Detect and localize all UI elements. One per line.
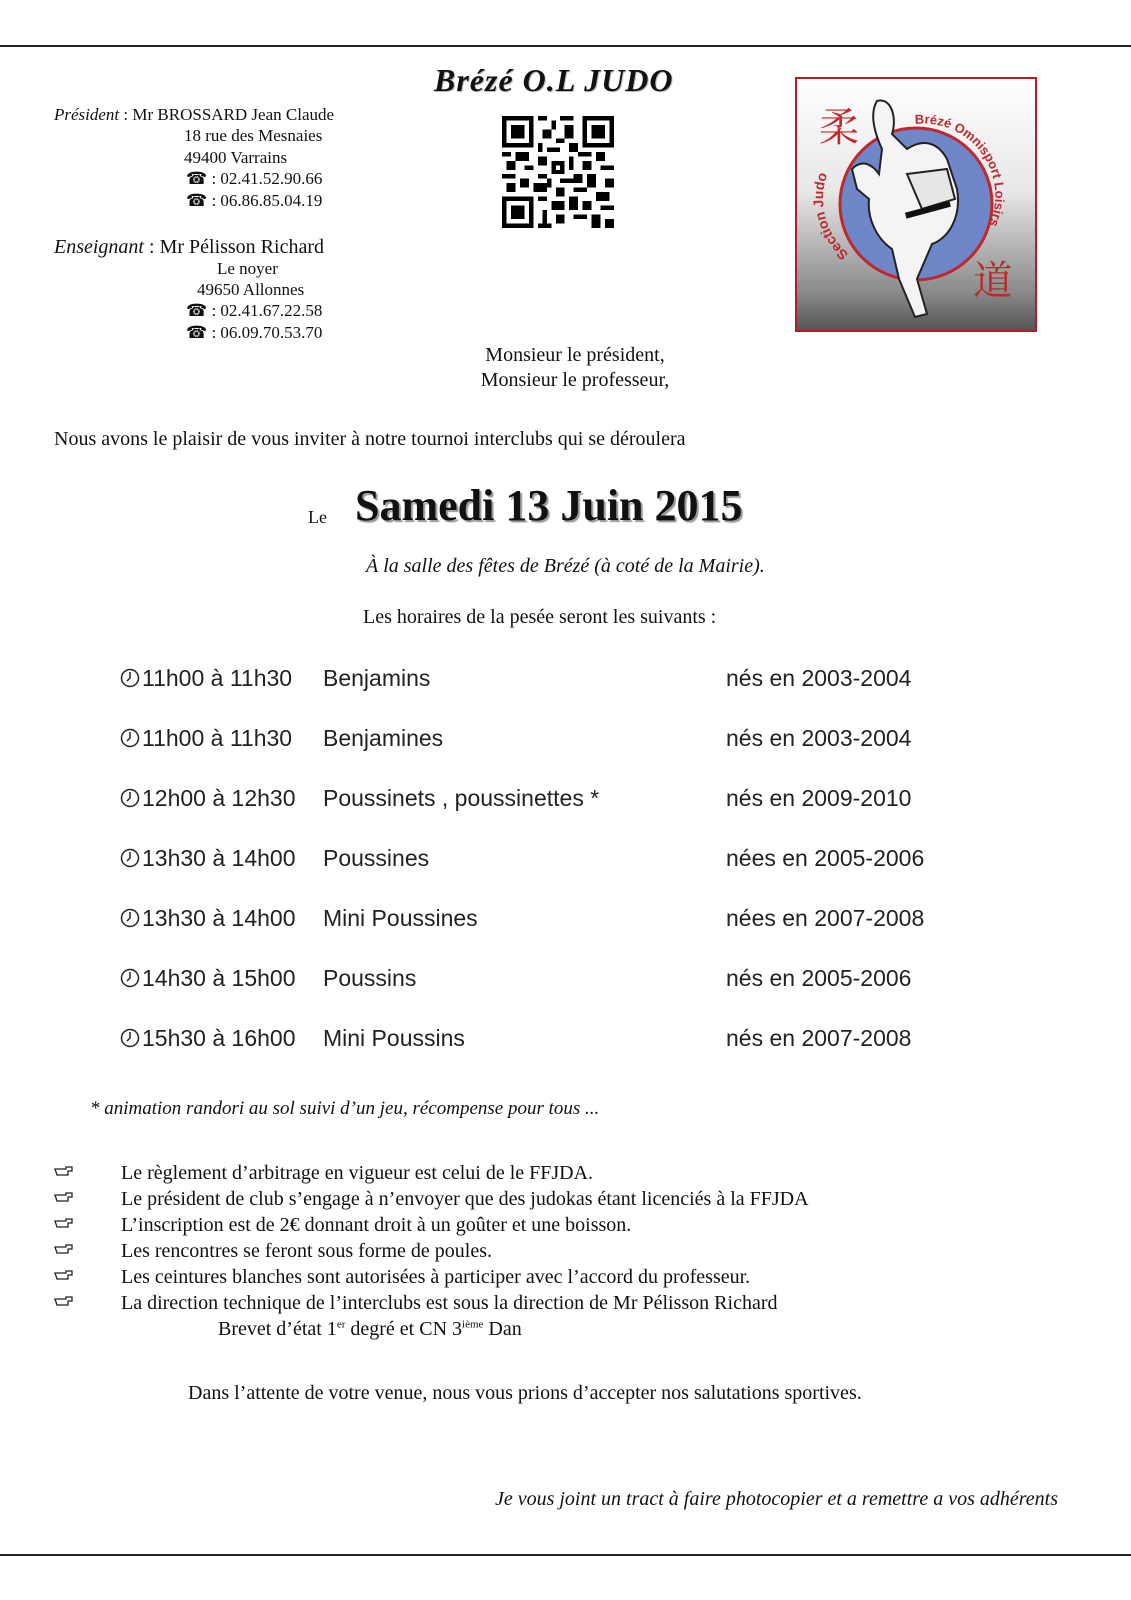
rule-item (54, 1214, 1054, 1240)
enseignant-address2: 49650 Allonnes (197, 280, 305, 299)
pesee-intro: Les horaires de la pesée seront les suivants : (363, 606, 717, 628)
president-phone1-line: ☎ : 02.41.52.90.66 (186, 169, 323, 188)
date-prefix: Le (308, 507, 327, 527)
event-date: Samedi 13 Juin 2015 (355, 481, 743, 530)
phone-icon: ☎ (186, 191, 208, 210)
rule-text: L’inscription est de 2€ donnant droit à un goûter et une boisson. (121, 1214, 632, 1236)
rule-item (54, 1292, 1054, 1318)
schedule-row (120, 845, 1020, 875)
clock-icon (120, 728, 140, 748)
enseignant-address1: Le noyer (217, 259, 278, 278)
postscript: Je vous joint un tract à faire photocopier et a remettre a vos adhérents (494, 1488, 1058, 1510)
president-role: Président (54, 105, 120, 124)
salutation-line-1: Monsieur le président, (485, 344, 665, 366)
rule-item (54, 1188, 1054, 1214)
enseignant-phone1: 02.41.67.22.58 (220, 301, 323, 320)
president-phone1: 02.41.52.90.66 (220, 169, 323, 188)
logo-arc-left-text: Section Judo (809, 170, 851, 264)
schedule-time: 11h00 à 11h30 (142, 665, 293, 691)
phone-icon: ☎ (186, 323, 208, 342)
pointing-hand-icon (54, 1217, 74, 1231)
enseignant-name: Mr Pélisson Richard (159, 236, 324, 258)
clock-icon (120, 848, 140, 868)
schedule-time: 12h00 à 12h30 (142, 785, 296, 811)
schedule-born: nés en 2003-2004 (726, 665, 912, 691)
president-name-line: Président : Mr BROSSARD Jean Claude (54, 105, 335, 124)
clock-icon (120, 968, 140, 988)
clock-icon (120, 788, 140, 808)
president-phone2-line: ☎ : 06.86.85.04.19 (186, 191, 323, 210)
kanji-do: 道 (973, 258, 1013, 304)
brevet-line (218, 1318, 522, 1341)
top-rule (0, 45, 1131, 47)
pointing-hand-icon (54, 1269, 74, 1283)
schedule-time: 13h30 à 14h00 (142, 905, 296, 931)
schedule-time: 15h30 à 16h00 (142, 1025, 296, 1051)
logo-emblem (797, 79, 1035, 330)
rule-text: Le règlement d’arbitrage en vigueur est celui de le FFJDA. (121, 1162, 594, 1184)
rule-text: La direction technique de l’interclubs est sous la direction de Mr Pélisson Richard (121, 1292, 778, 1314)
schedule-category: Mini Poussins (323, 1025, 465, 1051)
schedule-born: nées en 2005-2006 (726, 845, 925, 871)
rule-item (54, 1162, 1054, 1188)
schedule-row (120, 725, 1020, 755)
president-address2: 49400 Varrains (184, 148, 288, 167)
phone-icon: ☎ (186, 301, 208, 320)
schedule-row (120, 785, 1020, 815)
schedule-category: Poussins (323, 965, 417, 991)
rule-item (54, 1240, 1054, 1266)
brevet-part3: Dan (483, 1318, 522, 1340)
rule-item (54, 1266, 1054, 1292)
club-logo (795, 77, 1037, 332)
schedule-born: nées en 2007-2008 (726, 905, 925, 931)
schedule-born: nés en 2007-2008 (726, 1025, 912, 1051)
kanji-ju: 柔 (819, 105, 859, 151)
salutation-line-2: Monsieur le professeur, (480, 369, 670, 391)
bottom-rule (0, 1554, 1131, 1556)
closing-text: Dans l’attente de votre venue, nous vous prions d’accepter nos salutations sportives. (188, 1382, 862, 1404)
enseignant-phone2-line: ☎ : 06.09.70.53.70 (186, 323, 323, 342)
president-address1: 18 rue des Mesnaies (184, 126, 323, 145)
enseignant-phone2: 06.09.70.53.70 (220, 323, 323, 342)
schedule-category: Poussinets , poussinettes * (323, 785, 600, 811)
schedule-time: 11h00 à 11h30 (142, 725, 293, 751)
brevet-part2: degré et CN 3 (345, 1318, 463, 1340)
phone-icon: ☎ (186, 169, 208, 188)
logo-arc-right-text: Brézé Omnisport Loisirs (914, 111, 1008, 229)
enseignant-role: Enseignant (54, 236, 144, 258)
brevet-sup1: er (336, 1318, 346, 1331)
rule-text: Les rencontres se feront sous forme de poules. (121, 1240, 492, 1262)
schedule-category: Mini Poussines (323, 905, 478, 931)
brevet-part1: Brevet d’état 1 (218, 1318, 337, 1340)
rule-text: Le président de club s’engage à n’envoyer que des judokas étant licenciés à la FFJDA (121, 1188, 809, 1210)
club-title: Brézé O.L JUDO (434, 62, 674, 98)
rule-text: Les ceintures blanches sont autorisées à participer avec l’accord du professeur. (121, 1266, 751, 1288)
clock-icon (120, 668, 140, 688)
enseignant-name-line: Enseignant : Mr Pélisson Richard (54, 236, 324, 258)
animation-note: * animation randori au sol suivi d’un jeu, récompense pour tous ... (90, 1098, 600, 1119)
clock-icon (120, 1028, 140, 1048)
qr-code (502, 116, 614, 228)
event-location: À la salle des fêtes de Brézé (à coté de la Mairie). (366, 555, 765, 577)
pointing-hand-icon (54, 1295, 74, 1309)
schedule-row (120, 665, 1020, 695)
schedule-time: 13h30 à 14h00 (142, 845, 296, 871)
president-name: Mr BROSSARD Jean Claude (132, 105, 335, 124)
brevet-sup2: ième (462, 1318, 484, 1331)
schedule-row (120, 905, 1020, 935)
pointing-hand-icon (54, 1191, 74, 1205)
schedule-category: Poussines (323, 845, 430, 871)
schedule-born: nés en 2009-2010 (726, 785, 912, 811)
schedule-category: Benjamins (323, 665, 431, 691)
intro-text: Nous avons le plaisir de vous inviter à notre tournoi interclubs qui se déroulera (54, 428, 686, 450)
pointing-hand-icon (54, 1243, 74, 1257)
pointing-hand-icon (54, 1165, 74, 1179)
schedule-row (120, 1025, 1020, 1055)
schedule-row (120, 965, 1020, 995)
schedule-category: Benjamines (323, 725, 444, 751)
enseignant-phone1-line: ☎ : 02.41.67.22.58 (186, 301, 323, 320)
president-phone2: 06.86.85.04.19 (220, 191, 323, 210)
clock-icon (120, 908, 140, 928)
schedule-born: nés en 2005-2006 (726, 965, 912, 991)
schedule-born: nés en 2003-2004 (726, 725, 912, 751)
schedule-time: 14h30 à 15h00 (142, 965, 296, 991)
